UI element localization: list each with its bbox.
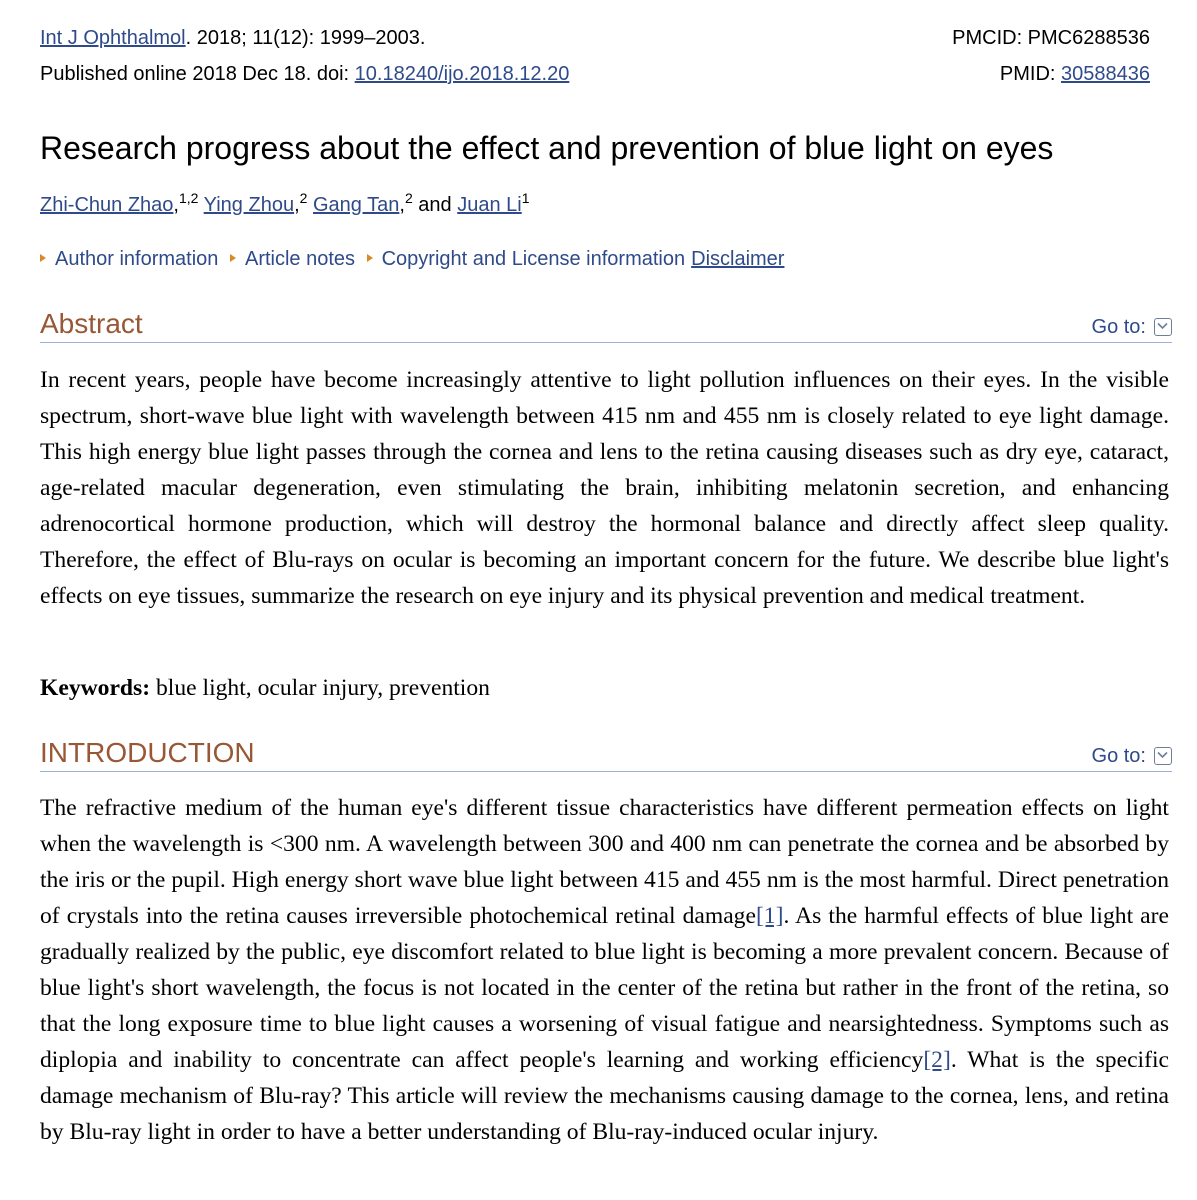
article-info-links	[40, 246, 784, 272]
author-affiliation: 1,2	[178, 190, 199, 206]
abstract-text: In recent years, people have become increasingly attentive to light pollution influences on their eyes. In the visible spectrum, short-wave blue light with wavelength between 415 nm and 455 nm is closely related to eye light damage. This high energy blue light passes through the cornea and lens to the retina causing diseases such as dry eye, cataract, age-related macular degeneration, even stimulating the brain, inhibiting melatonin secretion, and enhancing adrenocortical hormone production, which will destroy the hormonal balance and directly affect sleep quality. Therefore, the effect of Blu-rays on ocular is becoming an important concern for the future. We describe blue light's effects on eye tissues, summarize the research on eye injury and its physical prevention and medical treatment.	[40, 367, 1169, 609]
author-link[interactable]: Juan Li	[457, 194, 522, 216]
published-online	[40, 62, 569, 86]
introduction-section-header	[40, 737, 1172, 772]
author-affiliation: 1	[521, 190, 530, 206]
goto-label: Go to:	[1091, 316, 1146, 338]
author-information-toggle[interactable]: Author information	[40, 246, 218, 272]
introduction-text-part: . As the harmful effects of blue light are gradually realized by the public, eye discomfort related to blue light is becoming a more prevalent concern. Because of blue light's short wavelength, the focus is not located in the center of the retina but rather in the front of the retina, so that the long exposure time to blue light causes a worsening of visual fatigue and nearsightedness. Symptoms such as diplopia and inability to concentrate can affect people's learning and working efficiency	[40, 903, 1169, 1073]
keywords-value: blue light, ocular injury, prevention	[156, 675, 490, 701]
chevron-down-icon	[1154, 318, 1172, 336]
introduction-text	[40, 790, 1169, 1150]
journal-citation	[40, 26, 425, 50]
disclaimer-link[interactable]: Disclaimer	[691, 248, 785, 270]
chevron-down-icon	[1154, 747, 1172, 765]
keywords-label: Keywords:	[40, 675, 151, 701]
citation-row	[40, 26, 1150, 50]
pmcid: PMCID: PMC6288536	[952, 27, 1150, 49]
pmid	[1000, 62, 1150, 86]
expand-triangle-icon	[367, 254, 373, 262]
abstract-heading: Abstract	[40, 308, 143, 339]
introduction-text-part: . What is the specific damage mechanism of Blu-ray? This article will review the mechanisms causing damage to the cornea, lens, and retina by Blu-ray light in order to have a better understanding of Blu-ray-induced ocular injury.	[40, 1047, 1169, 1145]
citation-text: . 2018; 11(12): 1999–2003.	[185, 27, 426, 49]
publication-row	[40, 62, 1150, 86]
goto-label: Go to:	[1091, 745, 1146, 767]
article-title: Research progress about the effect and prevention of blue light on eyes	[40, 130, 1054, 166]
author-affiliation: 2	[404, 190, 413, 206]
goto-menu[interactable]	[1092, 315, 1172, 339]
journal-link[interactable]: Int J Ophthalmol	[40, 27, 186, 49]
article-notes-toggle[interactable]: Article notes	[230, 246, 355, 272]
reference-link[interactable]: [2]	[923, 1047, 951, 1073]
author-link[interactable]: Zhi-Chun Zhao	[40, 194, 174, 216]
reference-link[interactable]: [1]	[755, 903, 784, 929]
introduction-heading: INTRODUCTION	[40, 737, 255, 768]
copyright-toggle[interactable]: Copyright and License information	[367, 246, 686, 272]
pmid-label: PMID:	[999, 63, 1062, 85]
expand-triangle-icon	[40, 254, 46, 262]
expand-triangle-icon	[230, 254, 236, 262]
introduction-text-part: The refractive medium of the human eye's different tissue characteristics have different permeation effects on light when the wavelength is <300 nm. A wavelength between 300 and 400 nm can penetrate the cornea and be absorbed by the iris or the pupil. High energy short wave blue light between 415 and 455 nm is the most harmful. Direct penetration of crystals into the retina causes irreversible photochemical retinal damage	[40, 795, 1169, 929]
authors-and: and	[418, 194, 452, 216]
pmid-link[interactable]: 30588436	[1061, 63, 1150, 85]
author-list: Zhi-Chun Zhao,$^{1,2}$ Ying Zhou,$^2$ Gang Tan,$^2$ and Juan Li$^1$	[40, 190, 530, 216]
author-affiliation: 2	[299, 190, 308, 206]
author-link[interactable]: Gang Tan	[313, 194, 400, 216]
doi-link[interactable]: 10.18240/ijo.2018.12.20	[354, 63, 570, 85]
goto-menu[interactable]	[1092, 744, 1172, 768]
keywords	[40, 670, 490, 706]
published-prefix: Published online 2018 Dec 18. doi:	[40, 63, 355, 85]
author-link[interactable]: Ying Zhou	[203, 194, 295, 216]
abstract-section-header	[40, 308, 1172, 343]
